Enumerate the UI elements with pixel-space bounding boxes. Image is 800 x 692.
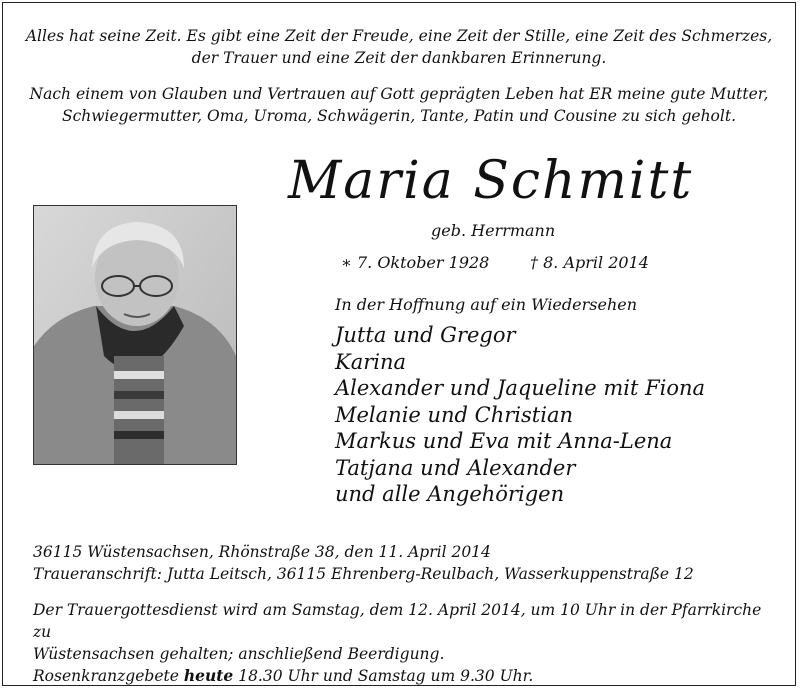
rosary-today: heute [183,666,234,685]
birth-date: ∗ 7. Oktober 1928 [341,253,490,272]
opening-verse [23,25,775,69]
service-line-1: Der Trauergottesdienst wird am Samstag, dem 12. April 2014, um 10 Uhr in der Pfarrkirche zu [33,601,762,641]
mourner-entry: Alexander und Jaqueline mit Fiona [335,376,706,400]
deceased-name: Maria Schmitt [288,151,694,211]
verse-line-1: Alles hat seine Zeit. Es gibt eine Zeit der Freude, eine Zeit der Stille, eine Zeit des Schmerzes, [25,27,773,45]
hope-line: In der Hoffnung auf ein Wiedersehen [335,295,638,314]
death-date: † 8. April 2014 [530,253,649,272]
service-block [33,599,775,687]
intro-text [23,83,775,127]
mourner-entry: und alle Angehörigen [335,482,565,506]
mourner-entry: Karina [335,349,407,374]
intro-line-2: Schwiegermutter, Oma, Uroma, Schwägerin, Tante, Patin und Cousine zu sich geholt. [61,107,736,125]
verse-line-2: der Trauer und eine Zeit der dankbaren Erinnerung. [191,49,607,67]
rosary-prefix: Rosenkranzgebete [33,667,179,685]
service-line-2: Wüstensachsen gehalten; anschließend Beerdigung. [33,645,445,663]
obituary-notice [2,2,796,686]
intro-line-1: Nach einem von Glauben und Vertrauen auf Gott geprägten Leben hat ER meine gute Mutter, [29,85,769,103]
portrait-photo [33,205,237,465]
mourner-entry: Jutta und Gregor [335,323,516,347]
address-block [33,541,775,585]
mourning-address: Traueranschrift: Jutta Leitsch, 36115 Ehrenberg-Reulbach, Wasserkuppenstraße 12 [33,565,694,583]
mourners-list [335,322,705,508]
place-date: 36115 Wüstensachsen, Rhönstraße 38, den 11. April 2014 [33,543,491,561]
rosary-line [33,665,775,687]
mourner-entry: Melanie und Christian [335,402,574,427]
portrait-image [34,206,236,464]
birth-name: geb. Herrmann [431,221,556,240]
mourner-entry: Markus und Eva mit Anna-Lena [335,429,673,453]
rosary-suffix: 18.30 Uhr und Samstag um 9.30 Uhr. [238,667,534,685]
mourner-entry: Tatjana und Alexander [335,455,576,480]
